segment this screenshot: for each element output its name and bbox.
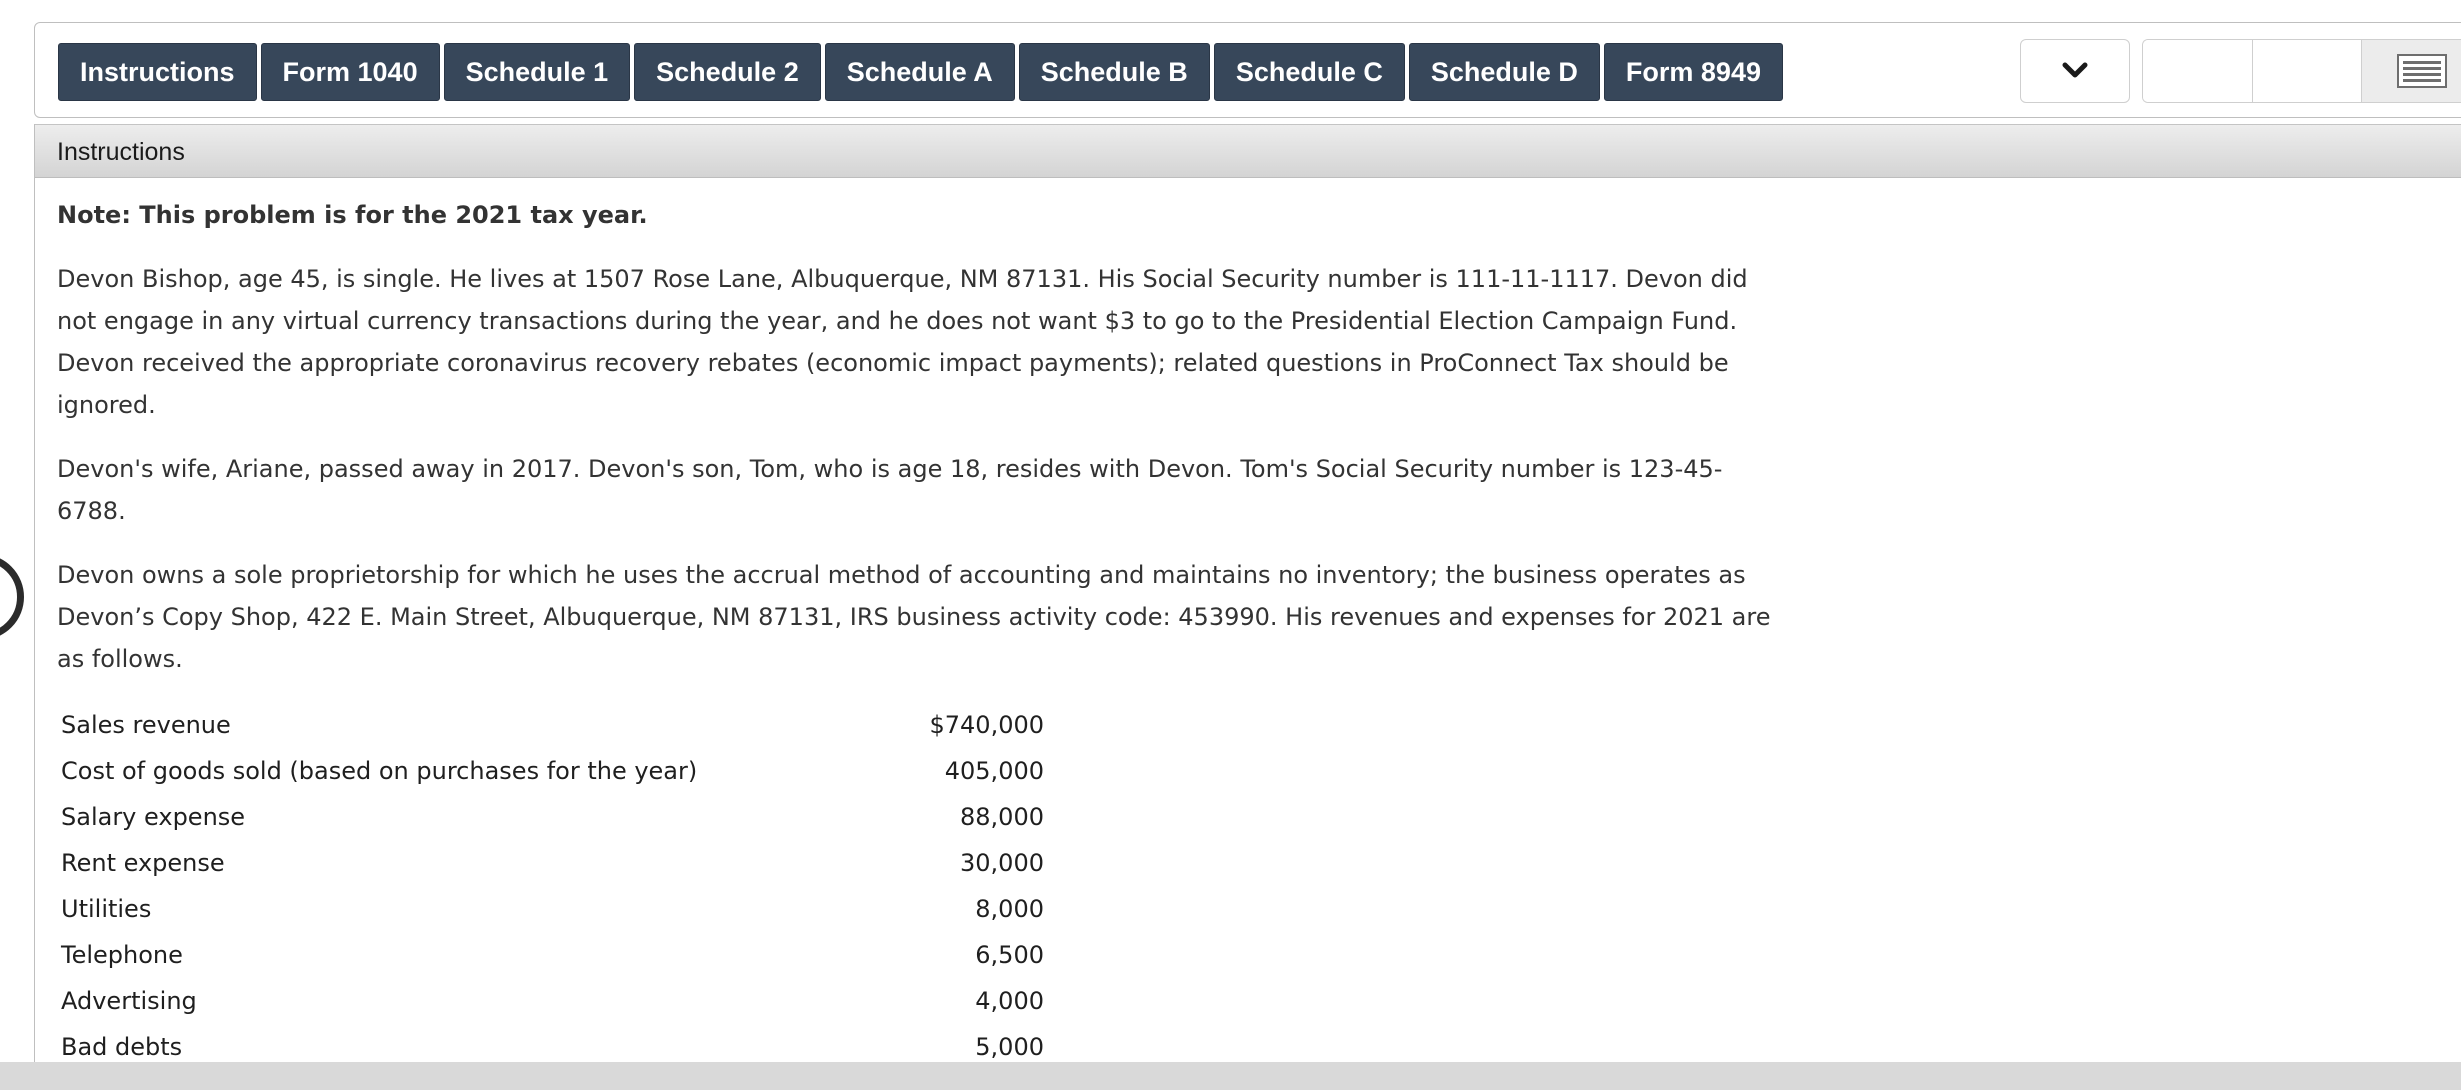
table-row xyxy=(57,794,1048,840)
list-icon xyxy=(2397,54,2447,88)
tab-schedule-1[interactable]: Schedule 1 xyxy=(444,43,631,101)
panel-title: Instructions xyxy=(35,124,2461,178)
tab-schedule-a[interactable]: Schedule A xyxy=(825,43,1015,101)
paragraph-business-info: Devon owns a sole proprietorship for which he uses the accrual method of accounting and maintains no inventory; the business operates as Devon’s Copy Shop, 422 E. Main Street, Albuquerque, NM 87131, IRS business activity code: 453990. His revenues and expenses for 2021 are as follows. xyxy=(57,561,1771,673)
tab-schedule-2[interactable]: Schedule 2 xyxy=(634,43,821,101)
horizontal-scrollbar[interactable] xyxy=(0,1062,2461,1090)
row-label: Cost of goods sold (based on purchases for the year) xyxy=(61,757,698,785)
row-label: Advertising xyxy=(61,987,197,1015)
more-tabs-dropdown-button[interactable] xyxy=(2020,39,2130,103)
table-row xyxy=(57,702,1048,748)
row-amount: 30,000 xyxy=(960,849,1044,877)
row-label: Bad debts xyxy=(61,1033,183,1061)
row-amount: 6,500 xyxy=(975,941,1044,969)
form-tabs xyxy=(58,43,1783,101)
row-amount: 5,000 xyxy=(975,1033,1044,1061)
top-toolbar xyxy=(34,22,2461,118)
row-label: Telephone xyxy=(61,941,183,969)
tab-instructions[interactable]: Instructions xyxy=(58,43,257,101)
row-label: Rent expense xyxy=(61,849,225,877)
view-button-group xyxy=(2142,39,2461,103)
tax-year-note: Note: This problem is for the 2021 tax year. xyxy=(57,201,648,229)
row-label: Salary expense xyxy=(61,803,246,831)
row-amount: $740,000 xyxy=(929,711,1044,739)
table-row xyxy=(57,978,1048,1024)
instructions-panel xyxy=(34,124,2461,1090)
tab-form-1040[interactable]: Form 1040 xyxy=(261,43,440,101)
side-circle-control[interactable] xyxy=(0,554,24,640)
row-amount: 88,000 xyxy=(960,803,1044,831)
row-amount: 4,000 xyxy=(975,987,1044,1015)
table-row xyxy=(57,840,1048,886)
table-row xyxy=(57,748,1048,794)
blank-button-2[interactable] xyxy=(2253,40,2363,102)
menu-button[interactable] xyxy=(2362,40,2461,102)
row-label: Sales revenue xyxy=(61,711,231,739)
table-row xyxy=(57,886,1048,932)
table-row xyxy=(57,932,1048,978)
instructions-content xyxy=(57,194,1787,1070)
chevron-down-icon xyxy=(2062,62,2088,80)
row-label: Utilities xyxy=(61,895,152,923)
paragraph-taxpayer-info: Devon Bishop, age 45, is single. He lives at 1507 Rose Lane, Albuquerque, NM 87131. His Social Security number is 111-11-1117. Devon did not engage in any virtual currency transactions during the year, and he does not want $3 to go to the Presidential Election Campaign Fund. Devon received the appropriate coronavirus recovery rebates (economic impact payments); related questions in ProConnect Tax should be ignored. xyxy=(57,265,1748,419)
row-amount: 405,000 xyxy=(944,757,1044,785)
revenue-expense-table xyxy=(57,702,1048,1070)
tab-schedule-d[interactable]: Schedule D xyxy=(1409,43,1600,101)
tab-form-8949[interactable]: Form 8949 xyxy=(1604,43,1783,101)
tab-schedule-b[interactable]: Schedule B xyxy=(1019,43,1210,101)
tab-schedule-c[interactable]: Schedule C xyxy=(1214,43,1405,101)
paragraph-family-info: Devon's wife, Ariane, passed away in 2017. Devon's son, Tom, who is age 18, resides with Devon. Tom's Social Security number is 123-45-6788. xyxy=(57,455,1723,525)
blank-button-1[interactable] xyxy=(2143,40,2253,102)
row-amount: 8,000 xyxy=(975,895,1044,923)
